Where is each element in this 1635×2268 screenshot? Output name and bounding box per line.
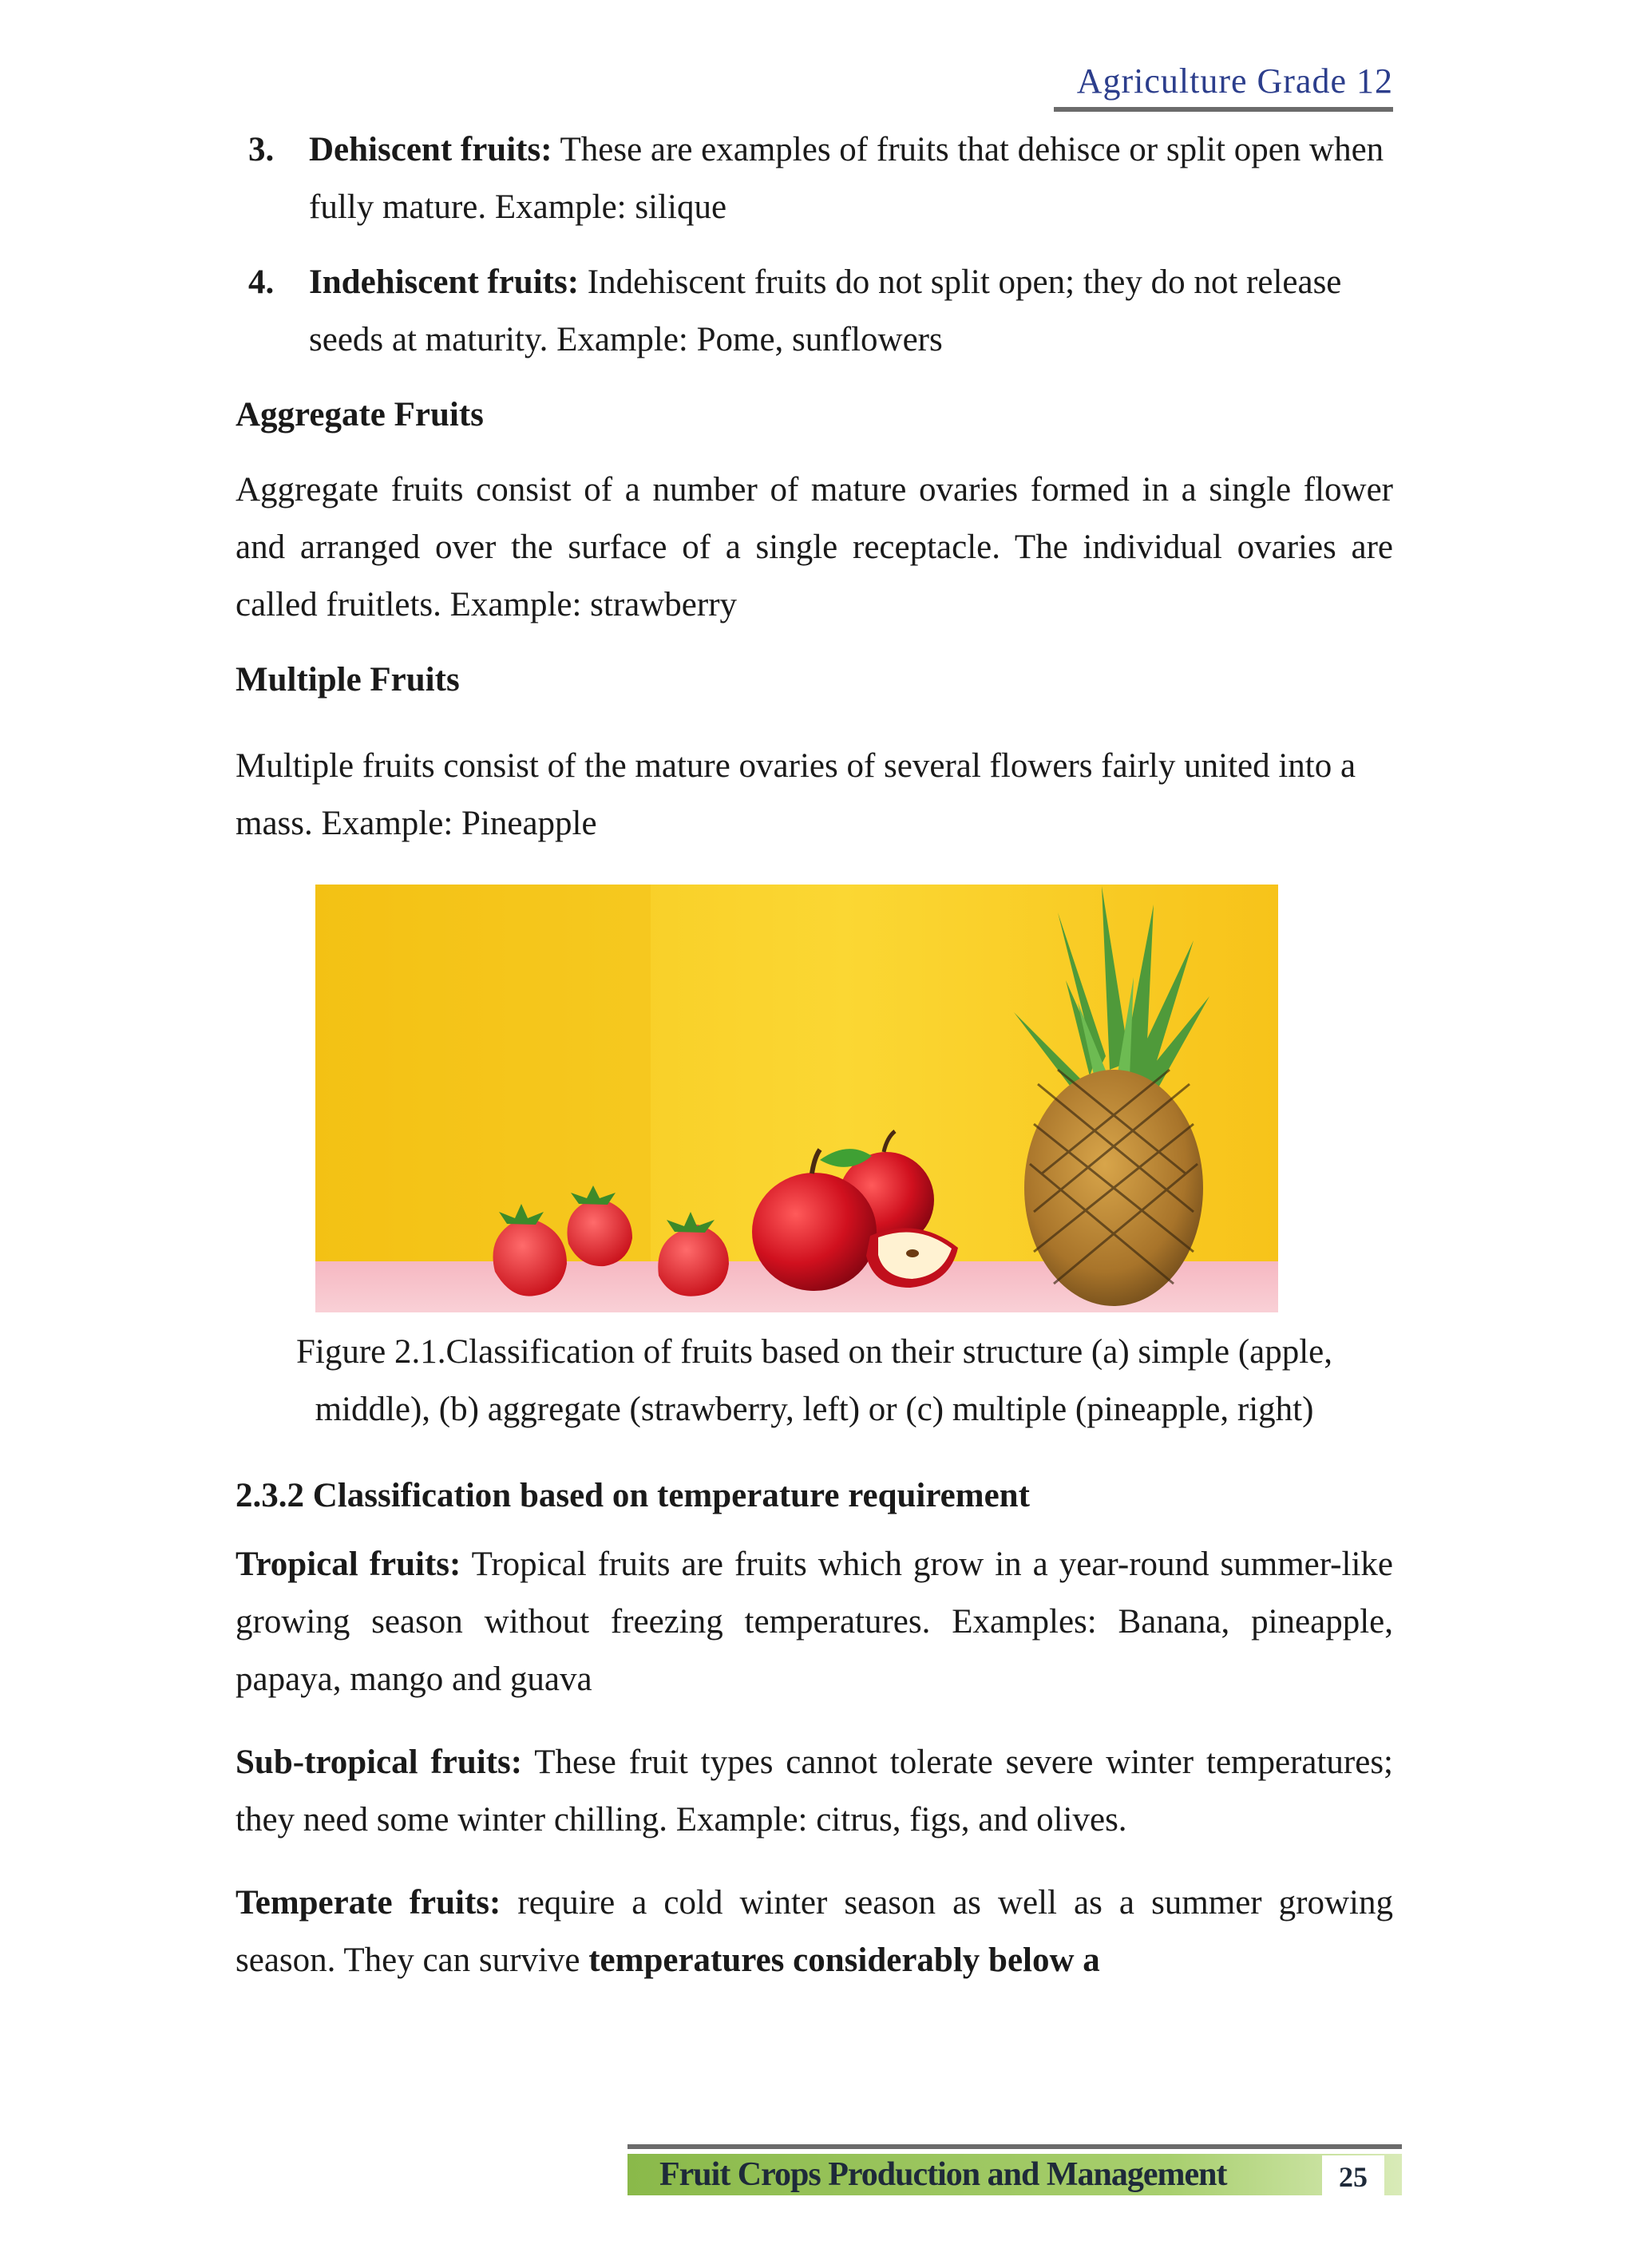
footer-rule: [627, 2144, 1402, 2149]
paragraph-temperate-fruits: [236, 1874, 1393, 1989]
page-number: 25: [1339, 2161, 1368, 2193]
definition-tropical: Tropical fruits are fruits which grow in a year-round summer-like growing season without freezing temperatures. Examples: Banana, pineapple, papaya, mango and guava: [236, 1546, 1393, 1698]
term-indehiscent: Indehiscent fruits:: [309, 263, 580, 301]
term-dehiscent: Dehiscent fruits:: [309, 131, 552, 168]
figure-caption: Figure 2.1.Classification of fruits based on their structure (a) simple (apple, middle), (b) aggregate (strawberry, left) or (c) multiple (pineapple, right): [295, 1333, 1333, 1428]
definition-subtropical: These fruit types cannot tolerate severe winter temperatures; they need some winter chilling. Example: citrus, figs, and olives.: [236, 1744, 1393, 1839]
footer-title: Fruit Crops Production and Management: [659, 2156, 1227, 2193]
definition-temperate-bold: temperatures considerably below a: [588, 1941, 1100, 1979]
definition-indehiscent: Indehiscent fruits do not split open; they do not release seeds at maturity. Example: Pome, sunflowers: [309, 263, 1342, 358]
running-header: [1054, 59, 1393, 112]
heading-multiple-fruits: Multiple Fruits: [236, 661, 460, 699]
paragraph-tropical-fruits: [236, 1536, 1393, 1708]
paragraph-aggregate-fruits: Aggregate fruits consist of a number of mature ovaries formed in a single flower and arranged over the surface of a single receptacle. The individual ovaries are called fruitlets. Example: strawberry: [236, 471, 1393, 623]
list-item-dehiscent: [236, 121, 1393, 236]
page-content: [236, 121, 1393, 2007]
list-number: 3.: [248, 131, 275, 168]
heading-aggregate-fruits: Aggregate Fruits: [236, 396, 484, 433]
list-number: 4.: [248, 263, 275, 301]
term-tropical: Tropical fruits:: [236, 1546, 461, 1583]
term-temperate: Temperate fruits:: [236, 1884, 501, 1922]
list-item-indehiscent: [236, 254, 1393, 369]
section-heading-temperature: 2.3.2 Classification based on temperature requirement: [236, 1477, 1030, 1514]
header-title: Agriculture Grade 12: [1076, 61, 1393, 101]
fruit-illustration: [315, 885, 1278, 1312]
header-rule: [1054, 107, 1393, 112]
paragraph-multiple-fruits: Multiple fruits consist of the mature ovaries of several flowers fairly united into a mass. Example: Pineapple: [236, 747, 1356, 842]
definition-dehiscent: These are examples of fruits that dehisce or split open when fully mature. Example: silique: [309, 131, 1384, 226]
paragraph-subtropical-fruits: [236, 1734, 1393, 1849]
definition-temperate: require a cold winter season as well as a summer growing season. They can survive: [236, 1884, 1393, 1979]
fruit-figure-photo: [315, 885, 1278, 1312]
term-subtropical: Sub-tropical fruits:: [236, 1744, 523, 1781]
running-footer: [627, 2144, 1402, 2200]
